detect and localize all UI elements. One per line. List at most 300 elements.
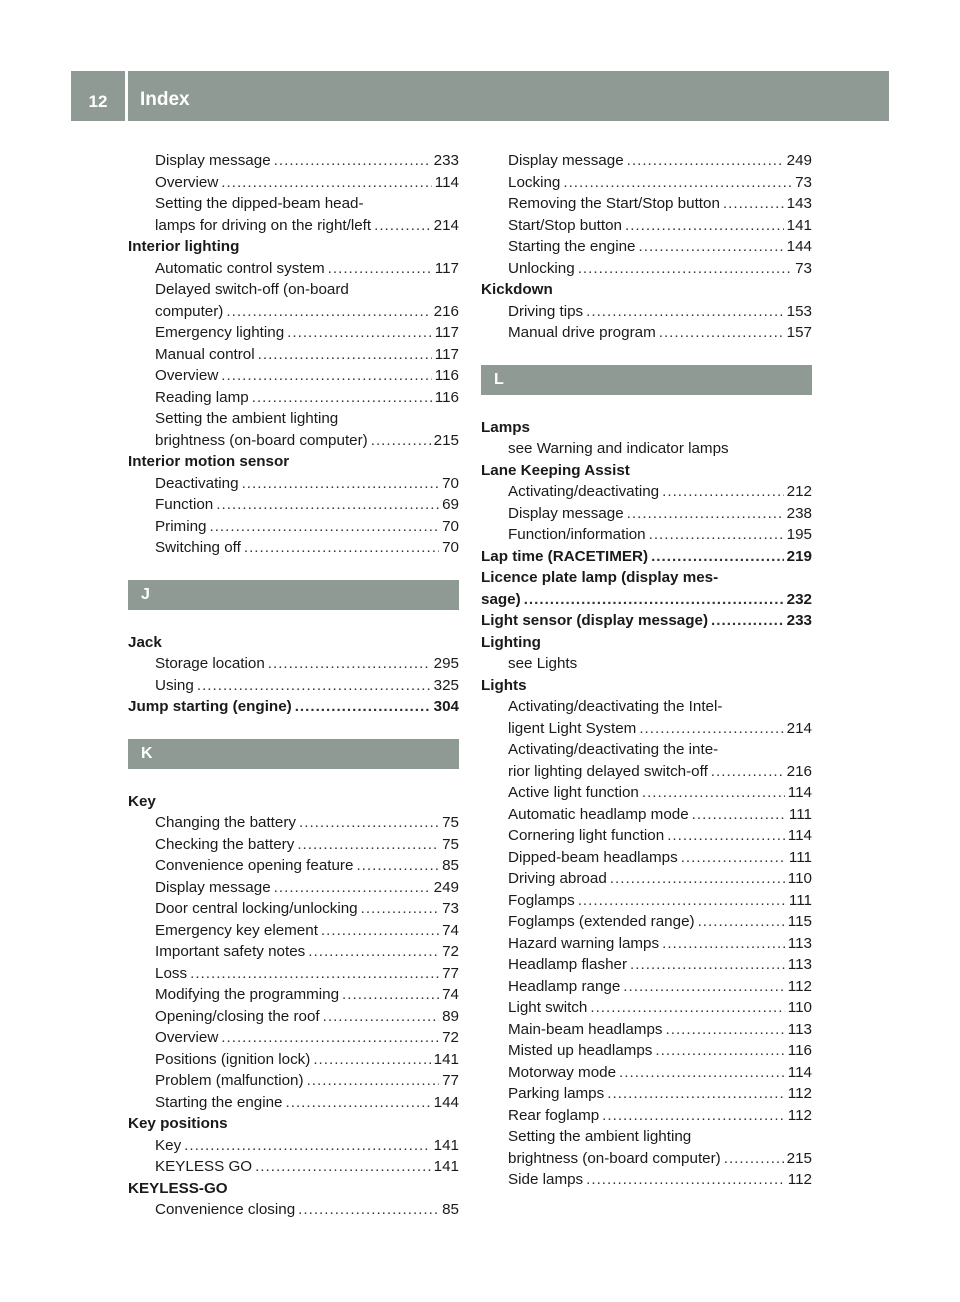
dot-leader xyxy=(342,984,439,1006)
entry-label: Using xyxy=(155,676,194,694)
index-entry[interactable] xyxy=(481,481,812,503)
dot-leader xyxy=(356,855,439,877)
page-ref: 114 xyxy=(787,784,812,801)
index-entry[interactable] xyxy=(128,516,459,538)
page-ref: 85 xyxy=(442,857,459,874)
index-entry[interactable] xyxy=(128,1049,459,1071)
entry-label: brightness (on-board computer) xyxy=(155,431,368,449)
dot-leader xyxy=(361,898,439,920)
entry-label: Function/information xyxy=(508,526,646,543)
index-heading xyxy=(128,632,459,654)
entry-label: Manual control xyxy=(155,345,255,363)
index-entry[interactable] xyxy=(128,537,459,559)
index-entry[interactable] xyxy=(481,322,812,344)
entry-label: Light switch xyxy=(508,999,588,1016)
index-entry[interactable] xyxy=(481,215,812,237)
page-ref: 249 xyxy=(433,878,459,896)
dot-leader xyxy=(371,430,431,452)
spacer xyxy=(128,769,459,791)
page-ref: 214 xyxy=(433,216,459,234)
entry-label: Licence plate lamp (display mes- xyxy=(481,569,719,586)
dot-leader xyxy=(374,215,431,237)
spacer xyxy=(128,559,459,581)
entry-label: Changing the battery xyxy=(155,814,297,831)
index-entry[interactable] xyxy=(481,150,812,172)
page-ref: 112 xyxy=(787,1085,812,1102)
index-entry[interactable] xyxy=(481,236,812,258)
index-entry xyxy=(481,1126,812,1148)
index-entry[interactable] xyxy=(128,150,459,172)
entry-label: Lighting xyxy=(481,633,541,651)
entry-label: Lights xyxy=(481,676,527,694)
page-title: Index xyxy=(140,89,190,110)
entry-label: Convenience opening feature xyxy=(155,857,354,874)
index-entry[interactable] xyxy=(481,890,812,912)
index-entry[interactable] xyxy=(481,976,812,998)
page-ref: 70 xyxy=(442,474,459,492)
index-entry xyxy=(128,408,459,430)
page-ref: 77 xyxy=(442,1072,459,1089)
index-entry[interactable] xyxy=(481,997,812,1019)
index-entry[interactable] xyxy=(128,855,459,877)
page-ref: 115 xyxy=(787,913,812,930)
index-entry[interactable] xyxy=(128,387,459,409)
entry-label: Deactivating xyxy=(155,474,239,492)
page-ref: 141 xyxy=(433,1050,459,1068)
index-entry[interactable] xyxy=(481,193,812,215)
entry-label: Opening/closing the roof xyxy=(155,1007,320,1025)
page-ref: 110 xyxy=(787,870,812,887)
dot-leader xyxy=(252,387,432,409)
entry-label: Light sensor (display message) xyxy=(481,612,709,629)
entry-label: Foglamps xyxy=(508,891,575,909)
entry-label: lamps for driving on the right/left xyxy=(155,216,372,234)
index-entry[interactable] xyxy=(481,524,812,546)
entry-label: Display message xyxy=(508,152,624,169)
index-heading xyxy=(128,451,459,473)
entry-label: see Lights xyxy=(508,655,578,672)
page-ref: 116 xyxy=(787,1042,812,1059)
entry-label: Main-beam headlamps xyxy=(508,1020,663,1038)
index-entry[interactable] xyxy=(128,1135,459,1157)
entry-label: Positions (ignition lock) xyxy=(155,1050,311,1068)
entry-label: Key xyxy=(128,792,156,810)
page-ref: 111 xyxy=(788,891,812,909)
entry-label: Display message xyxy=(508,504,624,522)
dot-leader xyxy=(297,834,439,856)
entry-label: Driving tips xyxy=(508,302,584,320)
entry-label: Storage location xyxy=(155,655,265,672)
entry-label: see Warning and indicator lamps xyxy=(508,440,729,457)
page-ref: 73 xyxy=(795,259,812,277)
entry-label: Side lamps xyxy=(508,1171,584,1188)
page-ref: 141 xyxy=(786,216,812,234)
entry-label: Activating/deactivating the inte- xyxy=(508,741,719,758)
index-entry[interactable] xyxy=(481,1040,812,1062)
index-entry[interactable] xyxy=(481,804,812,826)
entry-label: Interior lighting xyxy=(128,238,240,255)
entry-label: Setting the dipped-beam head- xyxy=(155,195,364,212)
page-ref: 117 xyxy=(434,345,459,363)
index-entry[interactable] xyxy=(481,172,812,194)
index-column-left xyxy=(128,150,459,1221)
dot-leader xyxy=(578,890,786,912)
dot-leader xyxy=(268,653,431,675)
page-ref: 215 xyxy=(786,1149,812,1167)
index-heading xyxy=(481,279,812,301)
dot-leader xyxy=(242,473,440,495)
dot-leader xyxy=(255,1156,431,1178)
dot-leader xyxy=(190,963,439,985)
entry-label: Starting the engine xyxy=(508,238,636,255)
index-entry[interactable] xyxy=(481,1083,812,1105)
index-entry[interactable] xyxy=(128,365,459,387)
section-letter-bar: J xyxy=(128,580,459,610)
index-entry xyxy=(481,739,812,761)
entry-label: Foglamps (extended range) xyxy=(508,913,695,930)
index-entry xyxy=(481,653,812,675)
entry-label: Reading lamp xyxy=(155,388,249,406)
section-letter-bar: K xyxy=(128,739,459,769)
index-entry[interactable] xyxy=(128,941,459,963)
index-entry[interactable] xyxy=(128,963,459,985)
index-entry[interactable] xyxy=(128,812,459,834)
index-entry[interactable] xyxy=(481,1169,812,1191)
dot-leader xyxy=(651,546,784,568)
entry-label: Lap time (RACETIMER) xyxy=(481,547,649,565)
page-ref: 215 xyxy=(433,431,459,449)
entry-label: Driving abroad xyxy=(508,870,607,887)
entry-label: ligent Light System xyxy=(508,719,637,737)
page-ref: 117 xyxy=(434,324,459,341)
index-entry[interactable] xyxy=(481,1148,812,1170)
dot-leader xyxy=(681,847,786,869)
entry-label: Jack xyxy=(128,633,162,651)
index-entry[interactable] xyxy=(128,1027,459,1049)
page-ref: 74 xyxy=(442,986,459,1003)
spacer xyxy=(481,395,812,417)
entry-label: Problem (malfunction) xyxy=(155,1072,304,1089)
entry-label: Emergency lighting xyxy=(155,324,285,341)
page-ref: 143 xyxy=(786,195,812,212)
dot-leader xyxy=(711,761,784,783)
index-heading xyxy=(128,791,459,813)
index-entry[interactable] xyxy=(128,322,459,344)
index-entry[interactable] xyxy=(128,172,459,194)
index-entry[interactable] xyxy=(481,933,812,955)
entry-label: Headlamp flasher xyxy=(508,956,628,973)
dot-leader xyxy=(724,1148,784,1170)
entry-label: Kickdown xyxy=(481,281,553,298)
index-entry[interactable] xyxy=(481,301,812,323)
dot-leader xyxy=(298,1199,439,1221)
dot-leader xyxy=(563,172,792,194)
index-entry[interactable] xyxy=(481,868,812,890)
dot-leader xyxy=(692,804,786,826)
entry-label: brightness (on-board computer) xyxy=(508,1149,721,1167)
entry-label: Headlamp range xyxy=(508,977,621,995)
entry-label: Parking lamps xyxy=(508,1085,605,1102)
entry-label: Delayed switch-off (on-board xyxy=(155,281,349,298)
page-ref: 216 xyxy=(433,302,459,320)
index-entry xyxy=(481,438,812,460)
index-entry[interactable] xyxy=(481,546,812,568)
index-entry[interactable] xyxy=(128,1070,459,1092)
index-heading xyxy=(128,1178,459,1200)
entry-label: Rear foglamp xyxy=(508,1106,600,1124)
dot-leader xyxy=(524,589,784,611)
dot-leader xyxy=(627,503,784,525)
page-ref: 144 xyxy=(786,238,812,255)
index-entry[interactable] xyxy=(128,898,459,920)
entry-label: Display message xyxy=(155,152,271,169)
dot-leader xyxy=(184,1135,430,1157)
page-ref: 114 xyxy=(787,827,812,844)
page-ref: 113 xyxy=(787,934,812,952)
entry-label: Dipped-beam headlamps xyxy=(508,848,678,866)
page-ref: 295 xyxy=(433,655,459,672)
index-entry[interactable] xyxy=(481,610,812,632)
page-ref: 112 xyxy=(787,1171,812,1188)
dot-leader xyxy=(313,1049,430,1071)
dot-leader xyxy=(286,1092,431,1114)
page-ref: 75 xyxy=(442,814,459,831)
dot-leader xyxy=(607,1083,785,1105)
page-ref: 110 xyxy=(787,999,812,1016)
index-entry[interactable] xyxy=(128,1006,459,1028)
page-ref: 325 xyxy=(433,676,459,694)
dot-leader xyxy=(639,236,784,258)
entry-label: Door central locking/unlocking xyxy=(155,900,358,917)
index-entry[interactable] xyxy=(481,911,812,933)
entry-label: Overview xyxy=(155,173,219,191)
index-heading xyxy=(481,567,812,589)
dot-leader xyxy=(221,1027,439,1049)
entry-label: Important safety notes xyxy=(155,943,306,960)
entry-label: Priming xyxy=(155,517,207,535)
dot-leader xyxy=(639,718,783,740)
index-entry[interactable] xyxy=(481,847,812,869)
entry-label: sage) xyxy=(481,590,521,608)
entry-label: Jump starting (engine) xyxy=(128,698,292,715)
dot-leader xyxy=(627,150,784,172)
page-ref: 141 xyxy=(433,1136,459,1154)
entry-label: Lamps xyxy=(481,418,530,436)
index-entry[interactable] xyxy=(128,877,459,899)
entry-label: Lane Keeping Assist xyxy=(481,461,630,479)
index-entry[interactable] xyxy=(128,301,459,323)
page-ref: 195 xyxy=(786,526,812,543)
entry-label: Checking the battery xyxy=(155,835,295,853)
spacer xyxy=(128,610,459,632)
entry-label: Convenience closing xyxy=(155,1201,296,1218)
index-entry[interactable] xyxy=(481,1019,812,1041)
page-ref: 117 xyxy=(434,259,459,277)
dot-leader xyxy=(649,524,784,546)
index-entry xyxy=(128,193,459,215)
index-entry[interactable] xyxy=(128,1156,459,1178)
page-ref: 249 xyxy=(786,152,812,169)
entry-label: Cornering light function xyxy=(508,827,665,844)
page-ref: 112 xyxy=(787,977,812,995)
dot-leader xyxy=(625,215,784,237)
entry-label: KEYLESS GO xyxy=(155,1158,253,1175)
dot-leader xyxy=(623,976,784,998)
index-entry[interactable] xyxy=(128,984,459,1006)
dot-leader xyxy=(590,997,784,1019)
entry-label: Loss xyxy=(155,964,188,982)
entry-label: Setting the ambient lighting xyxy=(508,1128,692,1145)
entry-label: Interior motion sensor xyxy=(128,453,290,470)
index-entry xyxy=(481,696,812,718)
index-entry[interactable] xyxy=(481,718,812,740)
dot-leader xyxy=(299,812,439,834)
page-ref: 141 xyxy=(433,1158,459,1175)
page-ref: 212 xyxy=(786,483,812,500)
dot-leader xyxy=(216,494,439,516)
entry-label: Function xyxy=(155,496,214,513)
entry-label: Overview xyxy=(155,1029,219,1046)
page-ref: 238 xyxy=(786,504,812,522)
dot-leader xyxy=(630,954,785,976)
entry-label: Overview xyxy=(155,367,219,384)
index-entry[interactable] xyxy=(481,258,812,280)
page-ref: 116 xyxy=(434,367,459,384)
dot-leader xyxy=(209,516,439,538)
dot-leader xyxy=(586,1169,785,1191)
page-ref: 113 xyxy=(787,956,812,973)
index-entry[interactable] xyxy=(128,834,459,856)
dot-leader xyxy=(619,1062,785,1084)
index-entry[interactable] xyxy=(481,825,812,847)
page-ref: 216 xyxy=(786,762,812,780)
dot-leader xyxy=(698,911,785,933)
index-heading xyxy=(128,236,459,258)
dot-leader xyxy=(586,301,784,323)
entry-label: Active light function xyxy=(508,784,639,801)
page-ref: 114 xyxy=(787,1063,812,1081)
entry-label: Emergency key element xyxy=(155,921,318,939)
dot-leader xyxy=(287,322,432,344)
entry-label: Modifying the programming xyxy=(155,986,340,1003)
index-entry[interactable] xyxy=(481,589,812,611)
index-entry[interactable] xyxy=(128,258,459,280)
entry-label: rior lighting delayed switch-off xyxy=(508,762,708,780)
index-entry[interactable] xyxy=(128,430,459,452)
entry-label: Key xyxy=(155,1136,182,1154)
index-heading xyxy=(481,632,812,654)
page-ref: 153 xyxy=(786,302,812,320)
entry-label: Automatic control system xyxy=(155,259,325,277)
page-ref: 144 xyxy=(433,1093,459,1111)
dot-leader xyxy=(662,481,784,503)
entry-label: Activating/deactivating xyxy=(508,483,660,500)
dot-leader xyxy=(308,941,439,963)
page-ref: 113 xyxy=(787,1020,812,1038)
page-ref: 70 xyxy=(442,539,459,556)
index-entry[interactable] xyxy=(128,1199,459,1221)
dot-leader xyxy=(602,1105,785,1127)
index-entry[interactable] xyxy=(481,1105,812,1127)
index-column-right xyxy=(481,150,812,1191)
dot-leader xyxy=(321,920,439,942)
entry-label: computer) xyxy=(155,302,224,320)
index-entry[interactable] xyxy=(481,954,812,976)
index-heading xyxy=(481,460,812,482)
page-ref: 89 xyxy=(442,1007,459,1025)
entry-label: KEYLESS-GO xyxy=(128,1179,228,1197)
index-heading xyxy=(481,417,812,439)
page-ref: 69 xyxy=(442,496,459,513)
dot-leader xyxy=(274,150,431,172)
index-entry[interactable] xyxy=(481,503,812,525)
dot-leader xyxy=(723,193,784,215)
page-ref: 72 xyxy=(442,1029,459,1046)
entry-label: Activating/deactivating the Intel- xyxy=(508,698,723,715)
index-entry[interactable] xyxy=(128,344,459,366)
page-ref: 304 xyxy=(433,698,459,715)
page-ref: 114 xyxy=(434,173,459,191)
index-entry[interactable] xyxy=(128,215,459,237)
index-entry[interactable] xyxy=(128,696,459,718)
page-ref: 157 xyxy=(786,324,812,341)
dot-leader xyxy=(226,301,430,323)
page-ref: 72 xyxy=(442,943,459,960)
dot-leader xyxy=(578,258,792,280)
page-number: 12 xyxy=(88,92,108,111)
dot-leader xyxy=(258,344,432,366)
page-ref: 77 xyxy=(442,964,459,982)
dot-leader xyxy=(221,365,431,387)
page-ref: 112 xyxy=(787,1106,812,1124)
dot-leader xyxy=(642,782,785,804)
page-ref: 70 xyxy=(442,517,459,535)
index-entry[interactable] xyxy=(128,920,459,942)
dot-leader xyxy=(655,1040,784,1062)
entry-label: Hazard warning lamps xyxy=(508,934,660,952)
entry-label: Key positions xyxy=(128,1115,228,1132)
index-entry[interactable] xyxy=(128,1092,459,1114)
index-entry[interactable] xyxy=(128,473,459,495)
entry-label: Switching off xyxy=(155,539,241,556)
section-letter-bar: L xyxy=(481,365,812,395)
dot-leader xyxy=(711,610,784,632)
header-bar xyxy=(71,71,889,121)
page-ref: 233 xyxy=(433,152,459,169)
dot-leader xyxy=(197,675,431,697)
index-entry[interactable] xyxy=(481,782,812,804)
entry-label: Automatic headlamp mode xyxy=(508,805,689,823)
page-ref: 73 xyxy=(795,173,812,191)
page-ref: 111 xyxy=(788,805,812,823)
index-heading xyxy=(481,675,812,697)
index-entry[interactable] xyxy=(128,494,459,516)
entry-label: Setting the ambient lighting xyxy=(155,410,339,427)
spacer xyxy=(481,344,812,366)
page-ref: 116 xyxy=(434,388,459,406)
dot-leader xyxy=(328,258,432,280)
index-entry[interactable] xyxy=(128,653,459,675)
index-entry[interactable] xyxy=(481,761,812,783)
page-ref: 232 xyxy=(786,590,812,608)
index-entry[interactable] xyxy=(128,675,459,697)
dot-leader xyxy=(610,868,785,890)
entry-label: Start/Stop button xyxy=(508,216,622,234)
index-entry[interactable] xyxy=(481,1062,812,1084)
page-ref: 74 xyxy=(442,921,459,939)
entry-label: Starting the engine xyxy=(155,1093,283,1111)
page-ref: 219 xyxy=(786,547,812,565)
